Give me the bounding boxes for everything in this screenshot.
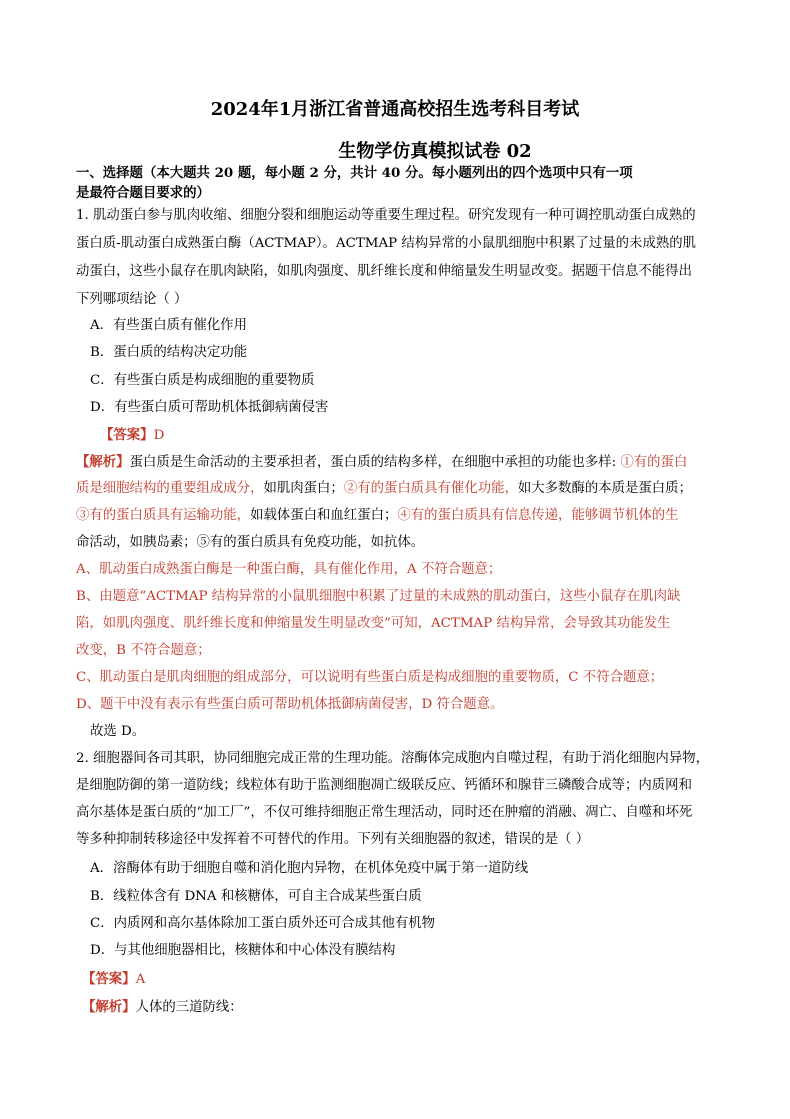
q1-explain-b-1: B、由题意“ACTMAP 结构异常的小鼠肌细胞中积累了过量的未成熟的肌动蛋白，这些小鼠存在肌肉缺 <box>76 589 681 604</box>
q2-analysis <box>82 997 732 1018</box>
q1-answer-label: 【答案】 <box>100 427 154 443</box>
q1-stem-line-3: 动蛋白，这些小鼠存在肌肉缺陷，如肌肉强度、肌纤维长度和伸缩量发生明显改变。据题干信息不能得出 <box>76 264 692 279</box>
q2-option-c: C．内质网和高尔基体除加工蛋白质外还可合成其他有机物 <box>90 916 436 931</box>
exam-title: 2024年1月浙江省普通高校招生选考科目考试 <box>210 99 580 120</box>
q1-analysis-text-2c: ②有的蛋白质具有催化功能， <box>343 481 518 496</box>
q1-stem-line-1: 1. 肌动蛋白参与肌肉收缩、细胞分裂和细胞运动等重要生理过程。研究发现有一种可调控肌动蛋白成熟的 <box>76 208 696 223</box>
q1-explain-b-2: 陷，如肌肉强度、肌纤维长度和伸缩量发生明显改变”可知，ACTMAP 结构异常，会导致其功能发生 <box>76 616 671 631</box>
q1-conclusion: 故选 D。 <box>90 724 146 739</box>
q1-explain-b-3: 改变，B 不符合题意； <box>76 643 211 658</box>
q1-option-a: A．有些蛋白质有催化作用 <box>90 318 247 333</box>
q1-answer-value: D <box>153 428 165 443</box>
q2-stem-line-2: 是细胞防御的第一道防线；线粒体有助于监测细胞凋亡级联反应、钙循环和腺苷三磷酸合成等；内质网和 <box>76 778 692 793</box>
q2-analysis-text: 人体的三道防线： <box>135 1000 243 1015</box>
q1-analysis-text-1a: 蛋白质是生命活动的主要承担者，蛋白质的结构多样，在细胞中承担的功能也多样: <box>129 455 621 470</box>
q2-stem-line-1: 2. 细胞器间各司其职，协同细胞完成正常的生理功能。溶酶体完成胞内自噬过程，有助于消化细胞内异物， <box>76 751 709 766</box>
q1-analysis-line-2 <box>76 479 726 499</box>
q1-stem-line-2: 蛋白质-肌动蛋白成熟蛋白酶（ACTMAP）。ACTMAP 结构异常的小鼠肌细胞中积累了过量的未成熟的肌 <box>76 236 697 251</box>
q1-stem-line-4: 下列哪项结论（ ） <box>76 292 188 307</box>
q2-option-d: D．与其他细胞器相比，核糖体和中心体没有膜结构 <box>90 943 396 958</box>
q1-explain-c: C、肌动蛋白是肌肉细胞的组成部分，可以说明有些蛋白质是构成细胞的重要物质，C 不符合题意； <box>76 670 664 685</box>
q2-option-b: B．线粒体含有 DNA 和核糖体，可自主合成某些蛋白质 <box>90 889 422 904</box>
q2-answer <box>82 969 732 990</box>
q2-answer-label: 【答案】 <box>82 971 136 987</box>
q1-analysis-text-3c: ④有的蛋白质具有信息传递，能够调节机体的生 <box>397 508 679 523</box>
q2-analysis-label: 【解析】 <box>82 999 136 1015</box>
q1-option-d: D．有些蛋白质可帮助机体抵御病菌侵害 <box>90 400 329 415</box>
q1-analysis-text-2a: 质是细胞结构的重要组成成分， <box>76 481 264 496</box>
exam-subtitle: 生物学仿真模拟试卷 02 <box>338 141 532 162</box>
q1-analysis-text-2d: 如大多数酶的本质是蛋白质； <box>517 481 692 496</box>
q1-explain-d: D、题干中没有表示有些蛋白质可帮助机体抵御病菌侵害，D 符合题意。 <box>76 697 504 712</box>
q2-stem-line-3: 高尔基体是蛋白质的“加工厂”，不仅可维持细胞正常生理活动，同时还在肿瘤的消融、凋亡、自噬和坏死 <box>76 805 693 820</box>
section-heading-line-1: 一、选择题（本大题共 20 题，每小题 2 分，共计 40 分。每小题列出的四个选项中只有一项 <box>76 165 633 181</box>
q1-answer <box>100 425 750 446</box>
q1-analysis-text-1b: ①有的蛋白 <box>620 455 688 470</box>
q2-answer-value: A <box>135 972 146 987</box>
q1-analysis-line-1 <box>76 452 726 473</box>
q1-explain-a: A、肌动蛋白成熟蛋白酶是一种蛋白酶，具有催化作用，A 不符合题意； <box>76 562 502 577</box>
section-heading-line-2: 是最符合题目要求的） <box>76 185 210 201</box>
q1-option-b: B．蛋白质的结构决定功能 <box>90 345 248 360</box>
q1-analysis-text-2b: 如肌肉蛋白； <box>263 481 344 496</box>
q2-stem-line-4: 等多种抑制转移途径中发挥着不可替代的作用。下列有关细胞器的叙述，错误的是（ ） <box>76 832 590 847</box>
q1-analysis-label: 【解析】 <box>76 454 130 470</box>
q1-analysis-line-4: 命活动，如胰岛素；⑤有的蛋白质具有免疫功能，如抗体。 <box>76 535 425 550</box>
q1-analysis-line-3 <box>76 506 726 526</box>
q1-analysis-text-3a: ③有的蛋白质具有运输功能， <box>76 508 251 523</box>
q2-option-a: A．溶酶体有助于细胞自噬和消化胞内异物，在机体免疫中属于第一道防线 <box>90 861 529 876</box>
q1-option-c: C．有些蛋白质是构成细胞的重要物质 <box>90 373 315 388</box>
q1-analysis-text-3b: 如载体蛋白和血红蛋白； <box>250 508 398 523</box>
